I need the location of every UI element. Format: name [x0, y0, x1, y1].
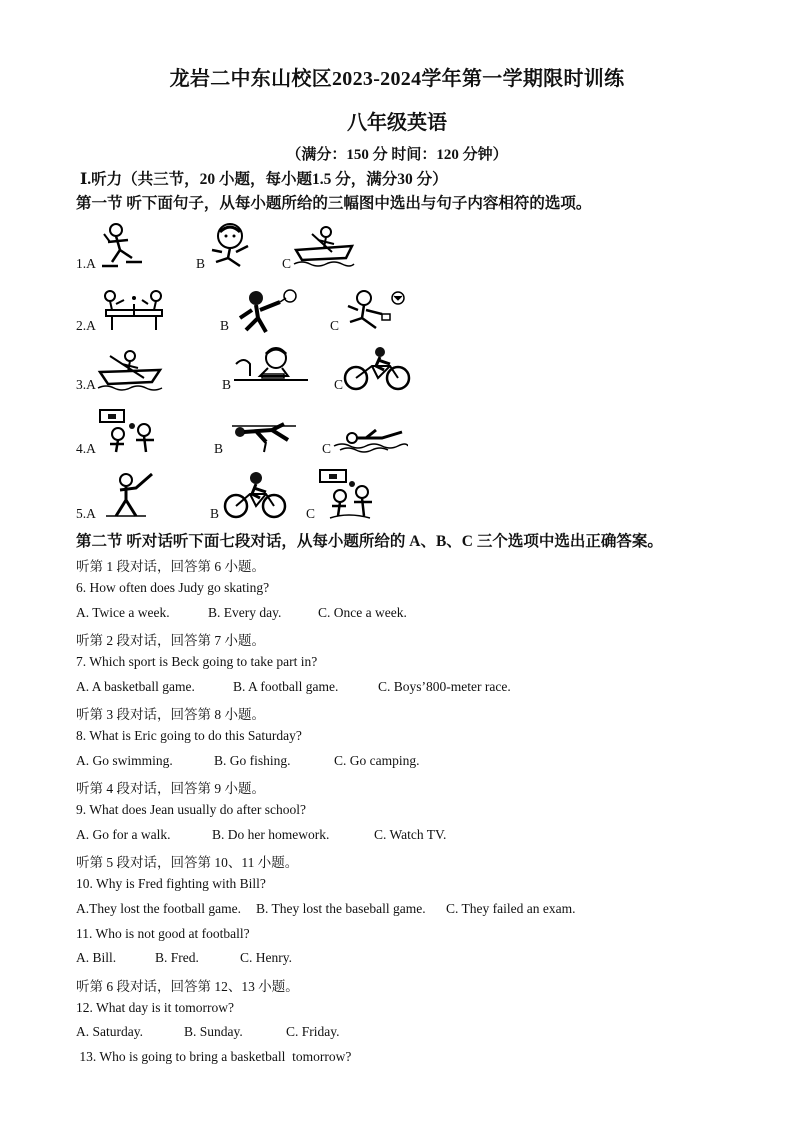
table-tennis-icon: [96, 288, 172, 332]
option-label: C: [306, 506, 316, 521]
answer-option: C. Watch TV.: [374, 827, 447, 842]
answer-option: B. Do her homework.: [212, 827, 330, 842]
option-label: 1.A: [76, 256, 96, 271]
answer-option: B. A football game.: [233, 679, 339, 694]
option-label: 4.A: [76, 441, 96, 456]
option-label: 2.A: [76, 318, 96, 333]
answer-option: A. Twice a week.: [76, 605, 170, 620]
dialog-intro: 听第 3 段对话，回答第 8 小题。: [76, 707, 265, 722]
answer-option: B. Sunday.: [184, 1024, 243, 1039]
basketball-icon: [316, 468, 380, 520]
answer-option: B. Go fishing.: [214, 753, 291, 768]
answer-option: C. They failed an exam.: [446, 901, 576, 916]
question-text: 6. How often does Judy go skating?: [76, 580, 270, 595]
option-label: C: [282, 256, 292, 271]
dialog-intro: 听第 5 段对话，回答第 10、11 小题。: [76, 855, 299, 870]
question-text: 11. Who is not good at football?: [76, 926, 250, 941]
answer-option: B. Fred.: [155, 950, 199, 965]
option-label: B: [220, 318, 230, 333]
option-label: B: [210, 506, 220, 521]
answer-option: A. A basketball game.: [76, 679, 195, 694]
dialog-intro: 听第 1 段对话，回答第 6 小题。: [76, 559, 265, 574]
question-text: 10. Why is Fred fighting with Bill?: [76, 876, 266, 891]
answer-option: A. Bill.: [76, 950, 117, 965]
skating-icon: [98, 222, 148, 270]
soccer-icon: [342, 288, 408, 334]
answer-option: C. Friday.: [286, 1024, 340, 1039]
reading-boy-icon: [232, 346, 310, 390]
option-label: C: [322, 441, 332, 456]
dialog-intro: 听第 4 段对话，回答第 9 小题。: [76, 781, 265, 796]
dialog-intro: 听第 6 段对话，回答第 12、13 小题。: [76, 979, 299, 994]
answer-option: B. Every day.: [208, 605, 282, 620]
option-label: B: [214, 441, 224, 456]
section-title: Ⅰ.听力（共三节，20 小题，每小题1.5 分，满分30 分）: [80, 171, 448, 188]
exam-info: （满分：150 分 时间：120 分钟）: [286, 147, 508, 163]
answer-option: A.They lost the football game.: [76, 901, 241, 916]
baseball-icon: [96, 470, 158, 520]
answer-option: A. Saturday.: [76, 1024, 143, 1039]
option-label: B: [222, 377, 232, 392]
question-text: 8. What is Eric going to do this Saturday?: [76, 728, 302, 743]
badminton-icon: [232, 288, 304, 334]
answer-option: A. Go swimming.: [76, 753, 173, 768]
answer-option: C. Once a week.: [318, 605, 407, 620]
answer-option: A. Go for a walk.: [76, 827, 171, 842]
option-label: 5.A: [76, 506, 96, 521]
high-jump-icon: [226, 414, 302, 454]
cycling-icon: [222, 470, 288, 520]
rowing-boat-icon: [96, 348, 164, 392]
basketball-icon: [96, 408, 164, 454]
answer-option: C. Boys’800-meter race.: [378, 679, 511, 694]
exam-title: 龙岩二中东山校区2023-2024学年第一学期限时训练: [169, 68, 625, 90]
running-child-icon: [206, 222, 256, 268]
option-label: C: [330, 318, 340, 333]
option-label: B: [196, 256, 206, 271]
question-text: 13. Who is going to bring a basketball tomorrow?: [76, 1049, 352, 1064]
answer-option: C. Henry.: [240, 950, 292, 965]
rowing-boat-icon: [292, 224, 356, 268]
question-text: 12. What day is it tomorrow?: [76, 1000, 234, 1015]
answer-option: B. They lost the baseball game.: [256, 901, 426, 916]
exam-subtitle: 八年级英语: [347, 112, 447, 134]
dialog-intro: 听第 2 段对话，回答第 7 小题。: [76, 633, 265, 648]
part2-instruction: 第二节 听对话听下面七段对话，从每小题所给的 A、B、C 三个选项中选出正确答案。: [76, 533, 663, 550]
option-label: C: [334, 377, 344, 392]
part1-instruction: 第一节 听下面句子，从每小题所给的三幅图中选出与句子内容相符的选项。: [76, 195, 592, 212]
cycling-icon: [342, 346, 412, 392]
answer-option: C. Go camping.: [334, 753, 420, 768]
question-text: 9. What does Jean usually do after school?: [76, 802, 306, 817]
option-label: 3.A: [76, 377, 96, 392]
question-text: 7. Which sport is Beck going to take part in?: [76, 654, 318, 669]
swimming-icon: [332, 424, 408, 454]
